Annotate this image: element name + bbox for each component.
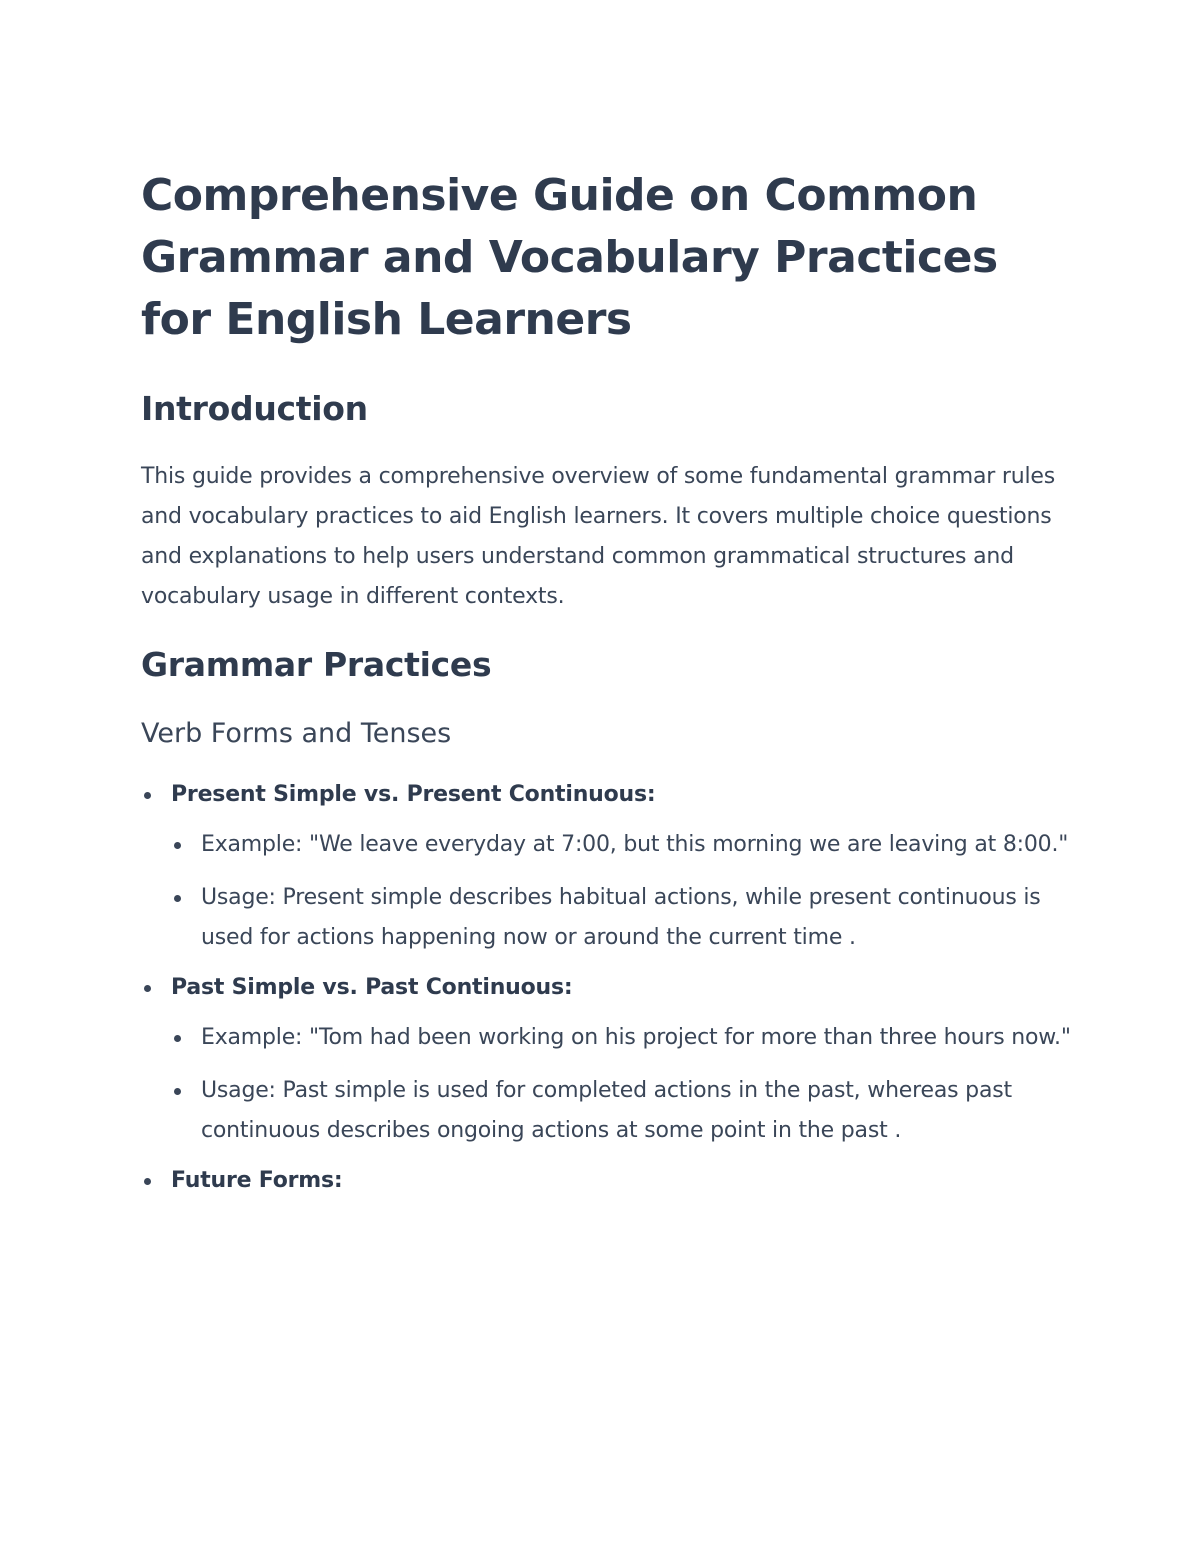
list-item-future-forms <box>141 1161 1071 1201</box>
usage-text: Usage: Present simple describes habitual actions, while present continuous is used for actions happening now or around the current time . <box>201 885 1041 950</box>
document-title: Comprehensive Guide on Common Grammar and Vocabulary Practices for English Learners <box>141 170 998 345</box>
list-item-title: Future Forms: <box>171 1168 343 1193</box>
sub-list-item-usage <box>171 1071 1071 1151</box>
sub-list <box>171 1018 1071 1151</box>
sub-list <box>171 825 1071 958</box>
bullet-icon <box>144 985 151 992</box>
bullet-icon <box>144 1178 151 1185</box>
list-item-title: Past Simple vs. Past Continuous: <box>171 975 573 1000</box>
grammar-topic-list <box>141 775 1071 1201</box>
bullet-icon <box>144 792 151 799</box>
list-item-present-simple-vs-continuous <box>141 775 1071 958</box>
grammar-practices-heading: Grammar Practices <box>141 645 492 684</box>
sub-list-item-example <box>171 1018 1071 1058</box>
document-page <box>141 165 1071 1201</box>
example-text: Example: "We leave everyday at 7:00, but this morning we are leaving at 8:00." <box>201 832 1069 857</box>
list-item-past-simple-vs-continuous <box>141 968 1071 1151</box>
bullet-icon <box>174 895 181 902</box>
usage-text: Usage: Past simple is used for completed actions in the past, whereas past continuous describes ongoing actions at some point in the past . <box>201 1078 1012 1143</box>
bullet-icon <box>174 1088 181 1095</box>
sub-list-item-example <box>171 825 1071 865</box>
introduction-paragraph: This guide provides a comprehensive overview of some fundamental grammar rules and vocabulary practices to aid English learners. It covers multiple choice questions and explanations to help users understand common grammatical structures and vocabulary usage in different contexts. <box>141 464 1055 609</box>
sub-list-item-usage <box>171 878 1071 958</box>
list-item-title: Present Simple vs. Present Continuous: <box>171 782 656 807</box>
verb-forms-subheading: Verb Forms and Tenses <box>141 718 452 749</box>
example-text: Example: "Tom had been working on his project for more than three hours now." <box>201 1025 1071 1050</box>
introduction-heading: Introduction <box>141 389 368 428</box>
bullet-icon <box>174 842 181 849</box>
bullet-icon <box>174 1035 181 1042</box>
